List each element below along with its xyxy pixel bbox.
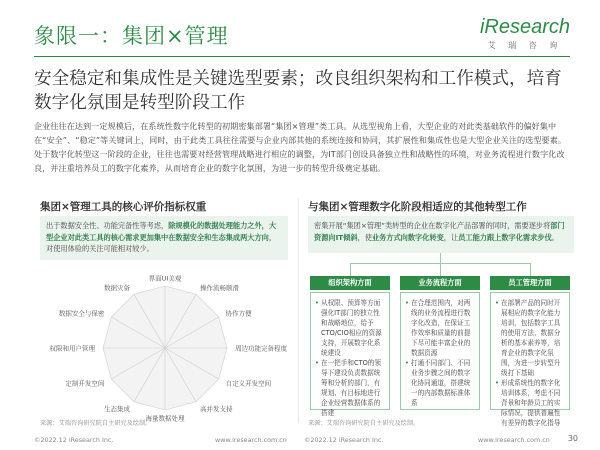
radar-axis-label: 数据灾备 (104, 283, 130, 292)
title-rule (34, 56, 570, 57)
radar-axis-label: 协作方便 (225, 309, 252, 318)
tree-connector (530, 263, 531, 276)
tree-connector (440, 253, 441, 263)
right-panel-description (308, 216, 574, 253)
radar-axis-label: 数据安全与保密 (58, 309, 105, 318)
radar-axis-label: 生态集成 (104, 405, 130, 414)
radar-grid (103, 286, 227, 410)
page-title: 象限一：集团×管理 (34, 24, 229, 48)
footer-copyright: ©2022.12 iResearch Inc. (34, 436, 114, 444)
desc-text: 。 (551, 232, 559, 242)
iresearch-logo (480, 16, 570, 51)
column-process (400, 292, 480, 410)
list-item: • 在一把手和CTO的领导下建设负责数据统筹和分析的部门，有规划、有目标地进行企业经营数据体系的搭建 (315, 358, 385, 418)
radar-axis-label: 界面UI美观 (148, 274, 182, 283)
radar-axis-label: 自定义开发空间 (225, 379, 272, 388)
radar-axis-label: 权限和用户管理 (49, 344, 95, 353)
left-panel-title: 集团×管理工具的核心评价指标权重 (40, 201, 207, 213)
headline: 安全稳定和集成性是关键选型要素；改良组织架构和工作模式，培育数字化氛围是转型阶段工作 (34, 69, 562, 113)
radar-axis-label: 高并发支持 (200, 405, 233, 414)
list-item: • 从权限、预算等方面强化IT部门的独立性和战略地位，给予CTO/CIO相应的资源支持，开展数字化系统建设 (315, 298, 385, 358)
column-header-staff: 员工管理方面 (490, 276, 570, 290)
right-panel-title: 与集团×管理数字化阶段相适应的其他转型工作 (308, 201, 527, 213)
radar-axis-label: 定制开发空间 (65, 379, 105, 388)
desc-text: 出于数据安全性、功能完备性等考虑， (46, 221, 169, 230)
column-header-org: 组织架构方面 (310, 276, 390, 290)
desc-text: ，使 (357, 232, 372, 242)
radar-axis-label: 海量数据处理 (145, 414, 185, 423)
desc-highlight: 员工能力跟上数字化需求步伐 (458, 232, 552, 242)
column-org (310, 292, 390, 417)
radar-chart (40, 258, 290, 426)
intro-paragraph: 企业往往在达到一定规模后，在系统性数字化转型的初期密集部署“集团×管理”类工具。从选型视角上看，大型企业的对此类基础软件的偏好集中在“安全”、“稳定”等关键词上，同时，由于此类工具往往需要与企业内部其他的系统连接和协同，其扩展性和集成性也是大型企业关注的选型要素。处于数字化转型这一阶段的企业，往往也需要对经营管理战略进行相应的调整，为IT部门创设具备独立性和战略性的环境，对业务流程进行数字化改良，并注重培养员工的数字化素养，从而培育企业的数字化氛围，为进一步的转型升级奠定基础。 (34, 121, 567, 173)
tree-connector (350, 263, 351, 276)
panel-divider (298, 198, 299, 423)
list-item: • 在部署产品的同时开展相应的数字化能力培训，包括数字工具的使用方法、数据分析的基本素养等，培育企业的数字化氛围，为进一步转型升级打下基础 (495, 298, 565, 378)
footer-copyright: ©2022.12 iResearch Inc. (304, 436, 384, 444)
column-header-process: 业务流程方面 (400, 276, 480, 290)
desc-text: 密集开展“集团×管理”类转型的企业在数字化产品部署的同时，需要逐步将 (314, 221, 551, 230)
list-item: • 形成系统性的数字化培训体系，考虑不同背景和年龄员工的实际情况，提供普遍性有差异的数字化指导 (495, 378, 565, 428)
source-note: 来源：艾瑞咨询研究院自主研究及绘制。 (308, 420, 420, 427)
source-note: 来源：艾瑞咨询研究院自主研究及绘制。 (40, 420, 152, 427)
desc-text: ，对使用体验的关注可能相对较少。 (46, 232, 277, 253)
desc-highlight: 除规模化的数据处理能力之外，大型企业对此类工具的核心需求更加集中在数据安全和生态集成两大方向 (46, 221, 277, 242)
radar-axis-label: 周边功能完备程度 (235, 344, 287, 353)
list-item: • 在合理范围内，对两线的业务流程进行数字化改造，在保证工作效率和质量的前提下尽可能丰富企业的数据资源 (405, 298, 475, 358)
logo-subtitle: 艾 瑞 咨 询 (487, 41, 563, 50)
tree-connector (440, 263, 441, 276)
column-staff (490, 292, 570, 427)
page-number: 30 (567, 434, 578, 443)
radar-axis-label: 操作流畅顺滑 (200, 283, 239, 292)
left-panel-description (40, 216, 288, 260)
desc-highlight: 业务方式向数字化转变 (371, 232, 444, 242)
footer-url[interactable]: www.iresearch.com.cn (478, 436, 550, 444)
list-item: • 打通不同部门、不同业务步骤之间的数字化协同通道，搭建统一的内部数据标准体系 (405, 358, 475, 408)
footer-url[interactable]: www.iresearch.com.cn (215, 436, 287, 444)
desc-text: ，让 (443, 232, 459, 242)
logo-text: iResearch (479, 16, 570, 38)
desc-highlight: 部门资源向IT倾斜 (314, 221, 565, 242)
